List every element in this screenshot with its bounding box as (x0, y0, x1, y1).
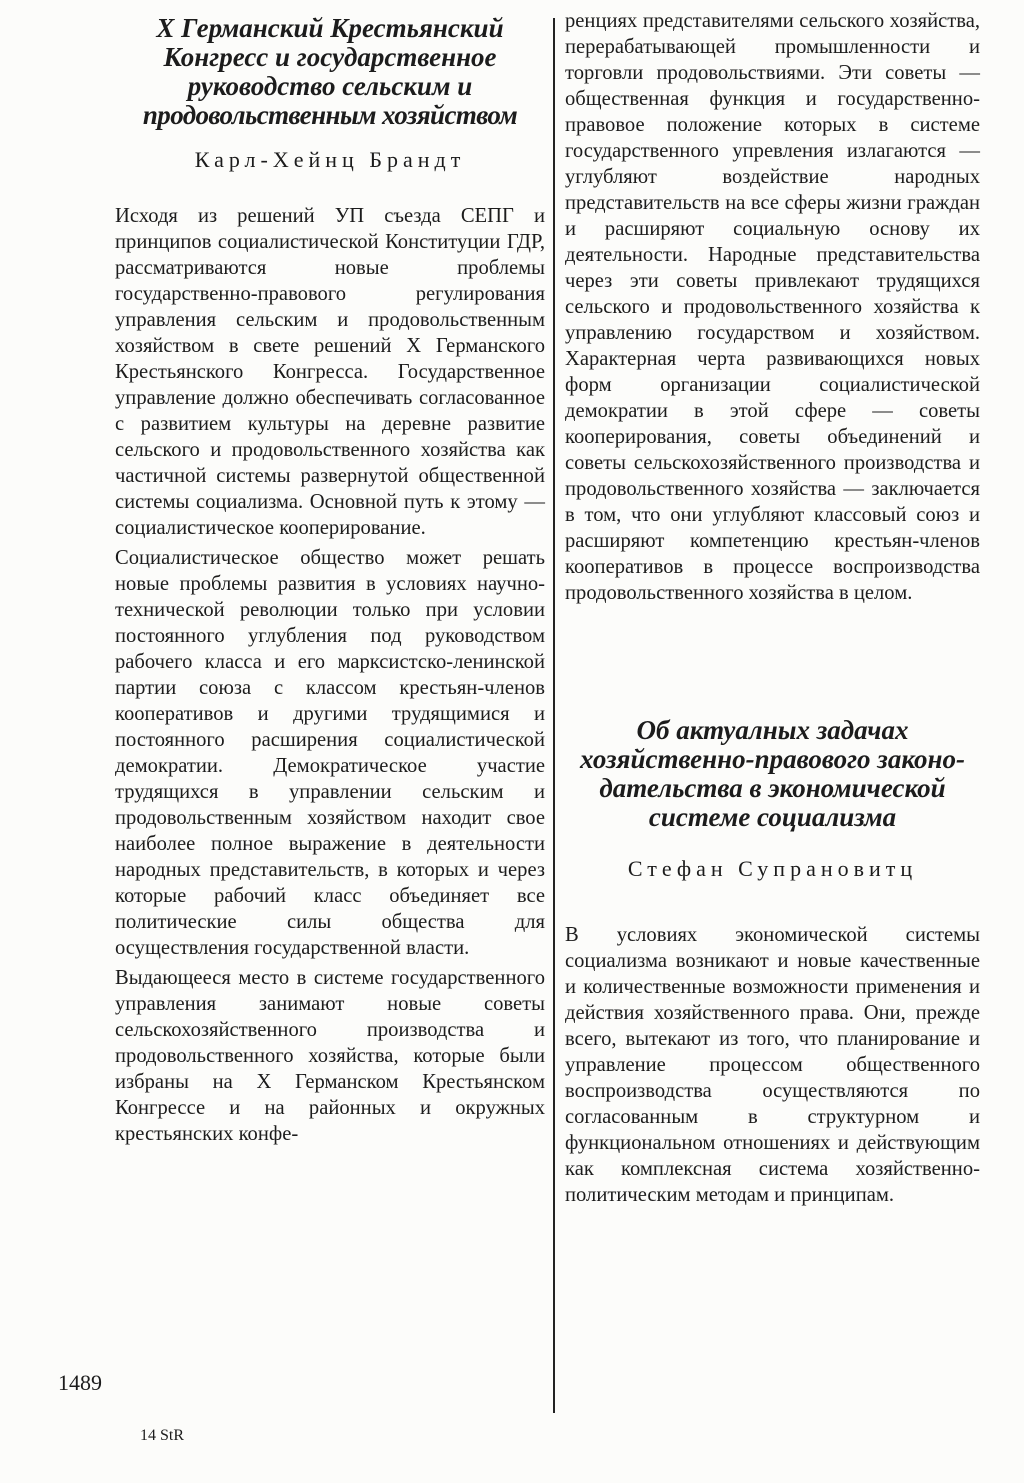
left-column (115, 0, 545, 1147)
article1-title-line: продовольственным хозяйством (142, 100, 518, 130)
article1-title-line: Конгресс и государственное (163, 42, 497, 72)
article1-title (115, 14, 545, 130)
column-divider (553, 18, 555, 1413)
article2-body (565, 922, 980, 1208)
article2-title-line: Об актуалных задачах (636, 715, 909, 745)
article1-title-line: X Германский Крестьянский (156, 13, 504, 43)
article2-author: Стефан Супрановитц (627, 856, 918, 881)
article1-title-line: руководство сельским и (187, 71, 473, 101)
article1-paragraph: ренциях представителями сельского хозяйства, перерабатывающей промышленности и торговли продовольствиями. Эти советы — общественная функция и государственно-правовое положение которых в системе государственного упревления излагаются — углубляют воздействие народных представительств на все сферы жизни граждан и расширяют социальную основу их деятельности. Народные представительства через эти советы привлекают трудящихся сельского и продовольственного хозяйства к управлению государством и хозяйством. Характерная черта развивающихся новых форм организации социалистической демократии в этой сфере — советы кооперирования, советы объединений и советы сельскохозяйственного производства и продовольственного хозяйства — заключается в том, что они углубляют классовый союз и расширяют компетенцию крестьян-членов кооперативов в процессе воспроизводства продовольственного хозяйства в целом. (565, 10, 980, 604)
article1-paragraph: Исходя из решений УП съезда СЕПГ и принципов социалистической Конституции ГДР, рассматриваются новые проблемы государственно-правового регулирования управления сельским и продовольственным хозяйством в свете решений X Германского Крестьянского Конгресса. Государственное управление должно обеспечивать согласованное с развитием культуры на деревне развитие сельского и продовольственного хозяйства как частичной системы развернутой общественной системы социализма. Основной путь к этому — социалистическое кооперирование. (115, 205, 545, 539)
article1-author: Карл-Хейнц Брандт (194, 147, 466, 172)
page-number: 1489 (58, 1370, 102, 1395)
article1-paragraph: Социалистическое общество может решать новые проблемы развития в условиях научно-технической революции только при условии постоянного углубления под руководством рабочего класса и его марксистско-ленинской партии союза с классом крестьян-членов кооперативов и другими трудящимися и постоянного расширения социалистической демократии. Демократическое участие трудящихся в управлении сельским и продовольственным хозяйством находит свое наиболее полное выражение в деятельности народных представительств, в которых и через которые рабочий класс объединяет все политические силы общества для осуществления государственной власти. (115, 547, 545, 959)
article1-body (115, 203, 545, 1147)
article2-title (565, 716, 980, 832)
article1-body-continued (565, 8, 980, 606)
printer-signature: 14 StR (140, 1427, 185, 1444)
article2-title-line: системе социализма (648, 802, 897, 832)
article2-paragraph: В условиях экономической системы социализма возникают и новые качественные и количественные возможности применения и действия хозяйственного права. Они, прежде всего, вытекают из того, что планирование и управление процессом общественного воспроизводства осуществляются по согласованным в структурном и функциональном отношениях и действующим как комплексная система хозяйственно-политическим методам и принципам. (565, 924, 980, 1206)
article2-title-line: дательства в экономической (599, 773, 946, 803)
right-column (565, 0, 980, 1208)
article1-paragraph: Выдающееся место в системе государственного управления занимают новые советы сельскохозяйственного производства и продовольственного хозяйства, которые были избраны на X Германском Крестьянском Конгрессе и на районных и окружных крестьянских конфе- (115, 967, 545, 1145)
article2-title-line: хозяйственно-правового законо- (580, 744, 965, 774)
